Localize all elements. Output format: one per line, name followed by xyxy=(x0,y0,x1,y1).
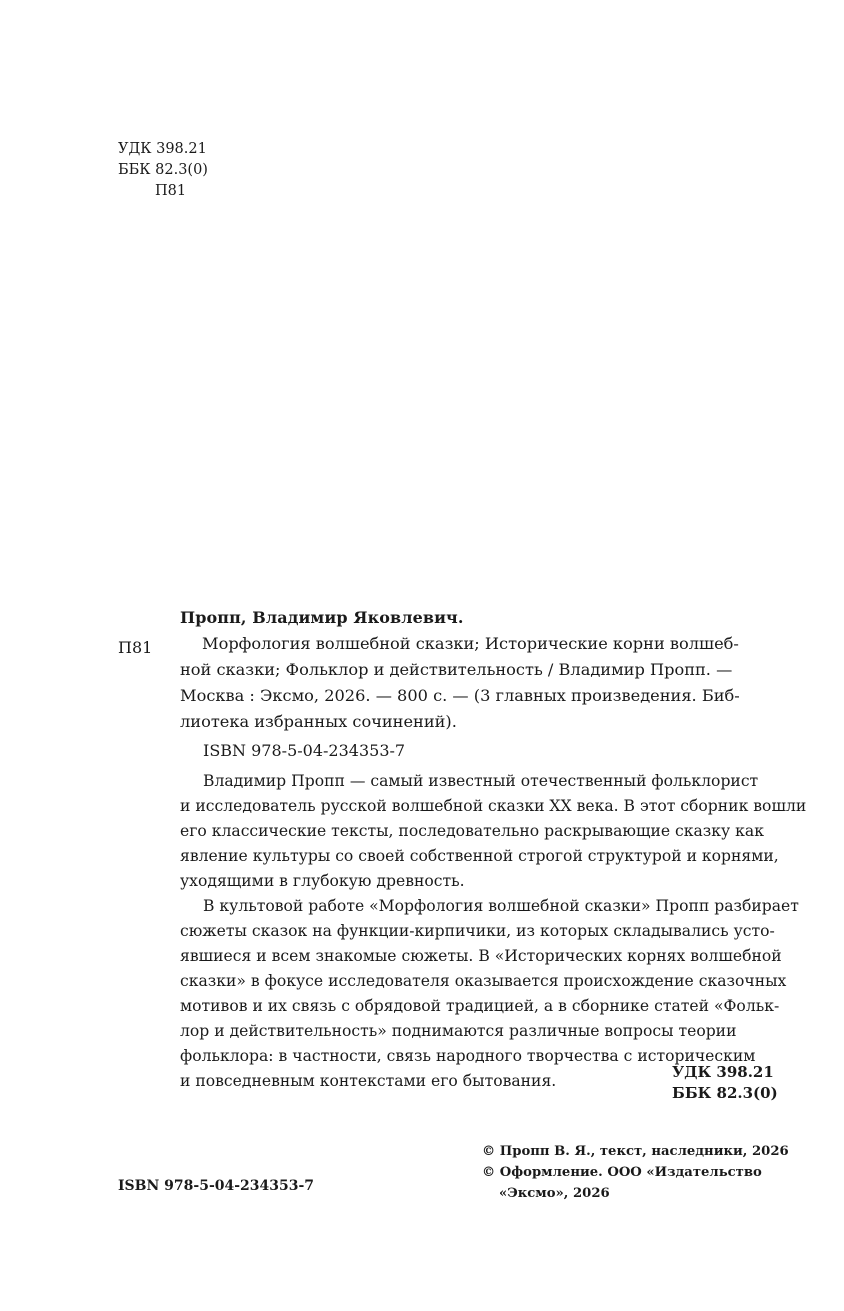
annotation-line: уходящими в глубокую древность. xyxy=(180,872,465,890)
annotation-line: фольклора: в частности, связь народного творчества с историческим xyxy=(180,1047,756,1065)
description-line: ной сказки; Фольклор и действительность / Владимир Пропп. — xyxy=(180,660,733,679)
cutter-code: П81 xyxy=(155,183,187,199)
annotation-text xyxy=(180,769,806,1094)
annotation-line: и повседневным контекстами его бытования. xyxy=(180,1072,557,1090)
annotation-line: лор и действительность» поднимаются различные вопросы теории xyxy=(180,1022,737,1040)
annotation-line: явшиеся и всем знакомые сюжеты. В «Исторических корнях волшебной xyxy=(180,947,782,965)
description-line: лиотека избранных сочинений). xyxy=(180,712,457,731)
copyright-notice xyxy=(482,1141,789,1204)
cutter-mark: П81 xyxy=(118,638,153,657)
description-line: Москва : Эксмо, 2026. — 800 с. — (3 главных произведения. Биб- xyxy=(180,686,740,705)
isbn-footer: ISBN 978-5-04-234353-7 xyxy=(118,1178,315,1194)
author-heading: Пропп, Владимир Яковлевич. xyxy=(180,608,464,627)
annotation-line: его классические тексты, последовательно раскрывающие сказку как xyxy=(180,822,764,840)
bbk-code: ББК 82.3(0) xyxy=(672,1084,778,1102)
top-classification-codes xyxy=(118,139,208,202)
annotation-line: и исследователь русской волшебной сказки XX века. В этот сборник вошли xyxy=(180,797,807,815)
annotation-line: явление культуры со своей собственной строгой структурой и корнями, xyxy=(180,847,779,865)
annotation-line: сюжеты сказок на функции-кирпичики, из которых складывались усто- xyxy=(180,922,775,940)
copyright-publisher-line: «Эксмо», 2026 xyxy=(499,1186,610,1201)
bibliographic-description xyxy=(180,631,740,735)
description-line: Морфология волшебной сказки; Исторические корни волшеб- xyxy=(202,634,739,653)
annotation-line: мотивов и их связь с обрядовой традицией, а в сборнике статей «Фольк- xyxy=(180,997,780,1015)
copyright-text-line: © Пропп В. Я., текст, наследники, 2026 xyxy=(482,1144,789,1159)
bbk-code: ББК 82.3(0) xyxy=(118,162,208,178)
annotation-line: Владимир Пропп — самый известный отечественный фольклорист xyxy=(203,772,759,790)
annotation-line: В культовой работе «Морфология волшебной сказки» Пропп разбирает xyxy=(203,897,799,915)
udk-code: УДК 398.21 xyxy=(118,141,207,157)
annotation-line: сказки» в фокусе исследователя оказывается происхождение сказочных xyxy=(180,972,787,990)
isbn-record: ISBN 978-5-04-234353-7 xyxy=(203,741,406,760)
udk-code: УДК 398.21 xyxy=(672,1063,774,1081)
bottom-classification-codes xyxy=(672,1062,778,1104)
copyright-design-line: © Оформление. ООО «Издательство xyxy=(482,1165,762,1180)
